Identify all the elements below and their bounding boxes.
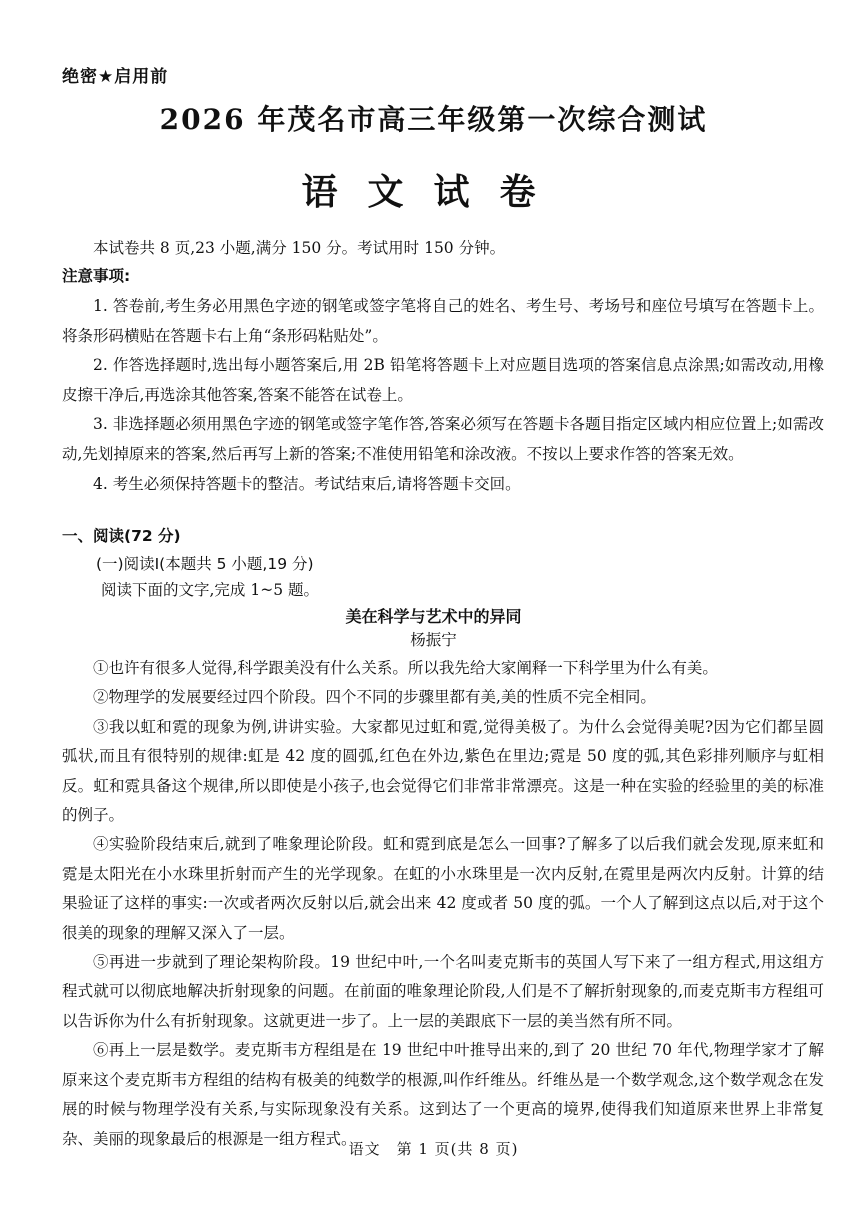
article-author: 杨振宁 xyxy=(410,631,457,649)
intro-text: 本试卷共 8 页,23 小题,满分 150 分。考试用时 150 分钟。 xyxy=(93,239,506,257)
article-paragraph: ⑥再上一层是数学。麦克斯韦方程组是在 19 世纪中叶推导出来的,到了 20 世纪 70 年代,物理学家才了解原来这个麦克斯韦方程组的结构有极美的纯数学的根源,叫作纤维丛。纤维丛是一个数学观念,这个数学观念在发展的时候与物理学没有关系,与实际现象没有关系。这到达了一个更高的境界,使得我们知道原来世界上非常复杂、美丽的现象最后的根源是一组方程式。 xyxy=(62,1041,824,1148)
notice-heading: 注意事项: xyxy=(62,267,131,285)
subsection-heading: (一)阅读Ⅰ(本题共 5 小题,19 分) xyxy=(96,555,314,573)
reading-instruction: 阅读下面的文字,完成 1~5 题。 xyxy=(101,581,319,599)
exam-title: 2026 年茂名市高三年级第一次综合测试 xyxy=(159,103,708,136)
notice-item: 4. 考生必须保持答题卡的整洁。考试结束后,请将答题卡交回。 xyxy=(93,474,521,493)
article-paragraph: ④实验阶段结束后,就到了唯象理论阶段。虹和霓到底是怎么一回事?了解多了以后我们就会发现,原来虹和霓是太阳光在小水珠里折射而产生的光学现象。在虹的小水珠里是一次内反射,在霓里是两次内反射。计算的结果验证了这样的事实:一次或者两次反射以后,就会出来 42 度或者 50 度的弧。一个人了解到这点以后,对于这个很美的现象的理解又深入了一层。 xyxy=(62,835,824,942)
notice-item: 1. 答卷前,考生务必用黑色字迹的钢笔或签字笔将自己的姓名、考生号、考场号和座位号填写在答题卡上。将条形码横贴在答题卡右上角“条形码粘贴处”。 xyxy=(62,297,824,345)
notice-item: 2. 作答选择题时,选出每小题答案后,用 2B 铅笔将答题卡上对应题目选项的答案信息点涂黑;如需改动,用橡皮擦干净后,再选涂其他答案,答案不能答在试卷上。 xyxy=(62,356,824,404)
notice-heading-block xyxy=(62,262,824,291)
page-footer: 语文 第 1 页(共 8 页) xyxy=(348,1140,519,1158)
article-paragraph: ①也许有很多人觉得,科学跟美没有什么关系。所以我先给大家阐释一下科学里为什么有美。 xyxy=(93,659,718,677)
section-heading: 一、阅读(72 分) xyxy=(62,527,181,545)
section-heading-block xyxy=(62,522,824,551)
article-title: 美在科学与艺术中的异同 xyxy=(345,607,522,626)
notice-list xyxy=(62,292,824,499)
confidential-label: 绝密★启用前 xyxy=(62,67,169,87)
notice-item: 3. 非选择题必须用黑色字迹的钢笔或签字笔作答,答案必须写在答题卡各题目指定区域内相应位置上;如需改动,先划掉原来的答案,然后再写上新的答案;不准使用铅笔和涂改液。不按以上要求作答的答案无效。 xyxy=(62,415,824,463)
subsection-heading-block xyxy=(62,550,824,579)
article-paragraph: ⑤再进一步就到了理论架构阶段。19 世纪中叶,一个名叫麦克斯韦的英国人写下来了一组方程式,用这组方程式就可以彻底地解决折射现象的问题。在前面的唯象理论阶段,人们是不了解折射现象的,而麦克斯韦方程组可以告诉你为什么有折射现象。这就更进一步了。上一层的美跟底下一层的美当然有所不同。 xyxy=(62,953,824,1030)
article-body xyxy=(62,654,824,1154)
exam-intro xyxy=(62,234,824,263)
subject-title: 语文试卷 xyxy=(301,171,566,213)
article-paragraph: ③我以虹和霓的现象为例,讲讲实验。大家都见过虹和霓,觉得美极了。为什么会觉得美呢?因为它们都呈圆弧状,而且有很特别的规律:虹是 42 度的圆弧,红色在外边,紫色在里边;霓是 50 度的弧,其色彩排列顺序与虹相反。虹和霓具备这个规律,所以即使是小孩子,也会觉得它们非常非常漂亮。这是一种在实验的经验里的美的标准的例子。 xyxy=(62,717,824,825)
reading-instruction-block xyxy=(62,576,824,605)
article-paragraph: ②物理学的发展要经过四个阶段。四个不同的步骤里都有美,美的性质不完全相同。 xyxy=(93,688,656,707)
